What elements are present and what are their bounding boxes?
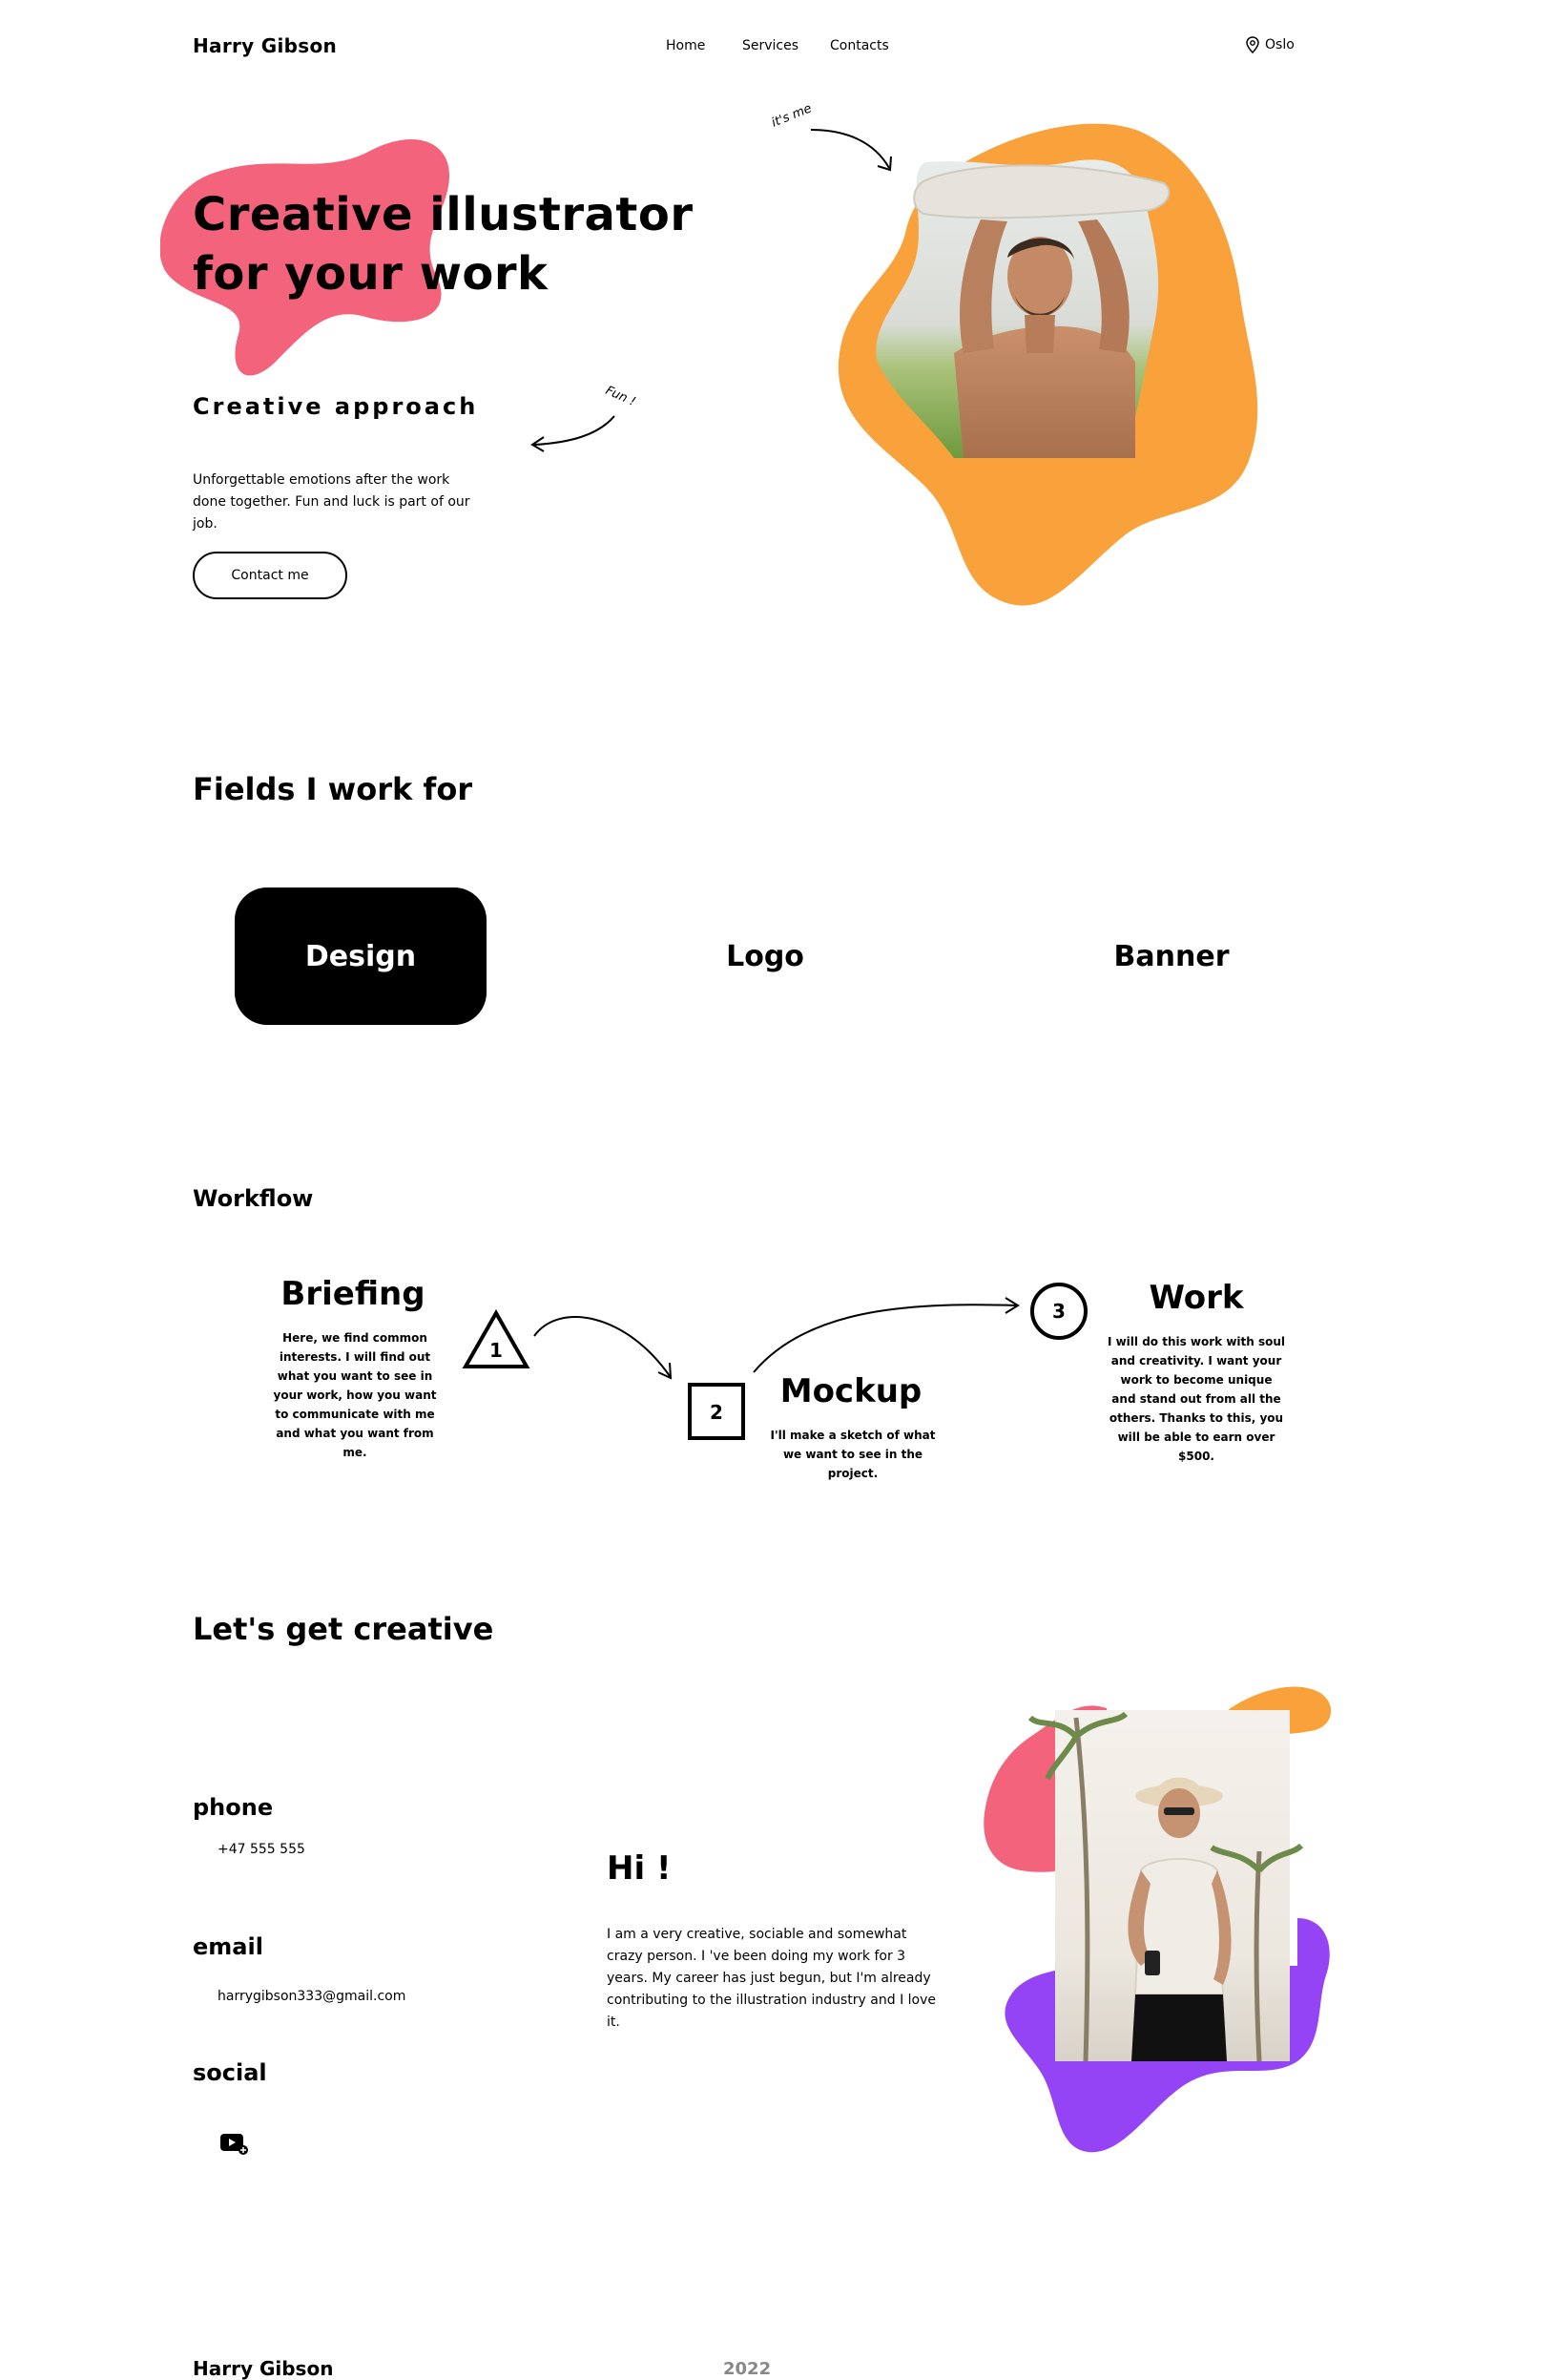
fields-title: Fields I work for xyxy=(193,771,473,807)
brand-logo[interactable]: Harry Gibson xyxy=(193,34,338,57)
step-text-work: I will do this work with soul and creativity. I want your work to become unique and stand out from all the others. Thanks to this, you will be able to earn over $500. xyxy=(1107,1335,1286,1463)
social-label: social xyxy=(193,2059,267,2086)
contact-portrait xyxy=(973,1680,1345,2166)
location xyxy=(1246,36,1295,53)
fun-note: Fun ! xyxy=(603,383,638,410)
circle-step-icon xyxy=(1028,1281,1089,1342)
bio-text: I am a very creative, sociable and somewhat crazy person. I 've been doing my work for 3 years. My career has just begun, but I'm already contributing to the illustration industry and I love it. xyxy=(607,1927,936,2030)
step-title-work: Work xyxy=(1149,1279,1244,1317)
its-me-note: it's me xyxy=(769,101,815,131)
nav-services[interactable]: Services xyxy=(742,38,799,53)
field-design[interactable]: Design xyxy=(235,887,487,1025)
step-number-3: 3 xyxy=(1052,1300,1066,1323)
greeting: Hi ! xyxy=(607,1849,672,1888)
arrow-icon xyxy=(748,1292,1025,1378)
hero-title-line1: Creative illustrator xyxy=(193,188,694,241)
contact-title: Let's get creative xyxy=(193,1611,494,1647)
step-title-briefing: Briefing xyxy=(280,1275,425,1313)
nav-contacts[interactable]: Contacts xyxy=(830,38,889,53)
hero-title xyxy=(193,185,694,303)
hero-subtitle: Creative approach xyxy=(193,393,479,420)
step-text-briefing: Here, we find common interests. I will find out what you want to see in your work, how you want to communicate with me and what you want from me. xyxy=(273,1331,437,1459)
triangle-step-icon xyxy=(462,1309,530,1370)
arrow-icon xyxy=(530,1307,683,1384)
step-number-1: 1 xyxy=(489,1339,503,1362)
field-logo[interactable]: Logo xyxy=(726,939,804,973)
square-step-icon xyxy=(687,1382,746,1441)
email-label: email xyxy=(193,1933,263,1960)
phone-value[interactable]: +47 555 555 xyxy=(218,1842,305,1857)
arrow-icon xyxy=(527,410,622,458)
hero-description: Unforgettable emotions after the work done together. Fun and luck is part of our job. xyxy=(193,472,470,532)
phone-label: phone xyxy=(193,1794,274,1821)
hero-portrait xyxy=(820,115,1307,620)
step-number-2: 2 xyxy=(710,1401,723,1424)
hero-title-line2: for your work xyxy=(193,247,549,301)
location-pin-icon xyxy=(1246,36,1259,53)
footer-year: 2022 xyxy=(723,2359,772,2379)
email-value[interactable]: harrygibson333@gmail.com xyxy=(218,1989,406,2004)
field-banner[interactable]: Banner xyxy=(1113,939,1230,973)
footer-brand[interactable]: Harry Gibson xyxy=(193,2357,334,2380)
youtube-icon[interactable] xyxy=(219,2132,250,2157)
step-text-mockup: I'll make a sketch of what we want to see in the project. xyxy=(770,1429,936,1480)
location-label: Oslo xyxy=(1265,37,1295,52)
nav-home[interactable]: Home xyxy=(666,38,706,53)
workflow-title: Workflow xyxy=(193,1185,314,1212)
contact-me-button[interactable]: Contact me xyxy=(193,552,347,599)
step-title-mockup: Mockup xyxy=(779,1372,923,1410)
